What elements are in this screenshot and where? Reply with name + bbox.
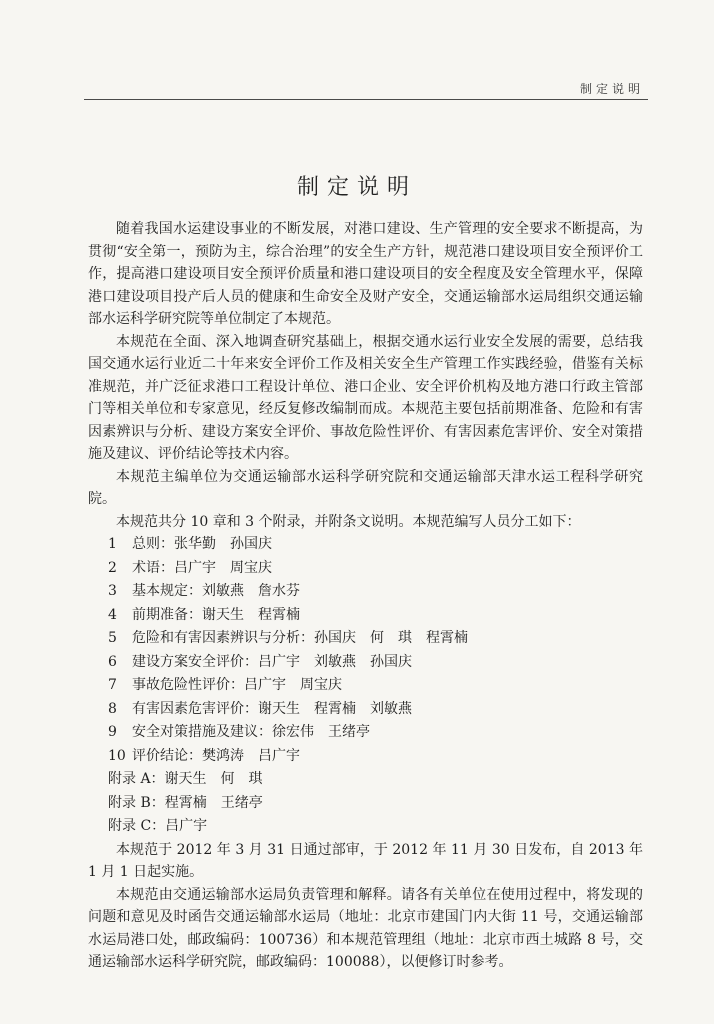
chapter-number: 4 — [108, 606, 117, 623]
assignment-text: 基本规定：刘敏燕 詹水芬 — [132, 583, 300, 599]
paragraph-contact: 本规范由交通运输部水运局负责管理和解释。请各有关单位在使用过程中，将发现的问题和意见及时函告交通运输部水运局（地址：北京市建国门内大街 11 号，交通运输部水运局港口处，邮政编码：100736）和本规范管理组（地址：北京市西土城路 8 号，交通运输部水运科学研究院，邮政编码：100088），以便修订时参考。 — [88, 886, 643, 970]
assignment-text: 总则：张华勤 孙国庆 — [132, 536, 272, 552]
chapter-number: 8 — [108, 700, 117, 717]
chapter-number: 1 — [108, 536, 117, 552]
assignment-text: 有害因素危害评价：谢天生 程霄楠 刘敏燕 — [132, 700, 412, 717]
assignment-item — [88, 533, 643, 557]
paragraph-intro: 随着我国水运建设事业的不断发展，对港口建设、生产管理的安全要求不断提高，为贯彻“安全第一，预防为主，综合治理”的安全生产方针，规范港口建设项目安全预评价工作，提高港口建设项目安全预评价质量和港口建设项目的安全程度及安全管理水平，保障港口建设项目投产后人员的健康和生命安全及财产安全，交通运输部水运局组织交通运输部水运科学研究院等单位制定了本规范。 — [88, 221, 643, 327]
running-header: 制定说明 — [579, 82, 644, 96]
assignment-text: 附录 B：程霄楠 王绪亭 — [108, 794, 263, 811]
paragraph-effective-date: 本规范于 2012 年 3 月 31 日通过部审，于 2012 年 11 月 30 日发布，自 2013 年 1 月 1 日起实施。 — [88, 841, 643, 880]
assignment-item — [88, 627, 643, 651]
chapter-number: 9 — [108, 724, 117, 740]
page-title: 制定说明 — [296, 175, 417, 200]
chapter-number: 3 — [108, 583, 117, 599]
assignment-item — [88, 721, 643, 745]
assignment-item — [88, 604, 643, 628]
assignment-item — [88, 674, 643, 698]
assignment-item — [88, 580, 643, 604]
paragraph-editors: 本规范主编单位为交通运输部水运科学研究院和交通运输部天津水运工程科学研究院。 — [88, 468, 643, 507]
paragraph-basis: 本规范在全面、深入地调查研究基础上，根据交通水运行业安全发展的需要，总结我国交通水运行业近二十年来安全评价工作及相关安全生产管理工作实践经验，借鉴有关标准规范，并广泛征求港口工程设计单位、港口企业、安全评价机构及地方港口行政主管部门等相关单位和专家意见，经反复修改编制而成。本规范主要包括前期准备、危险和有害因素辨识与分析、建设方案安全评价、事故危险性评价、有害因素危害评价、安全对策措施及建议、评价结论等技术内容。 — [88, 333, 643, 462]
assignment-text: 前期准备：谢天生 程霄楠 — [132, 606, 300, 623]
chapter-number: 6 — [108, 653, 117, 670]
assignment-text: 术语：吕广宇 周宝庆 — [132, 559, 272, 576]
paragraph-structure: 本规范共分 10 章和 3 个附录，并附条文说明。本规范编写人员分工如下： — [116, 513, 581, 530]
assignment-item — [88, 651, 643, 675]
chapter-number: 7 — [108, 677, 117, 693]
assignment-text: 附录 C：吕广宇 — [108, 818, 208, 834]
assignment-text: 建设方案安全评价：吕广宇 刘敏燕 孙国庆 — [132, 653, 412, 670]
assignment-list — [88, 533, 643, 839]
assignment-text: 安全对策措施及建议：徐宏伟 王绪亭 — [132, 724, 370, 740]
assignment-text: 事故危险性评价：吕广宇 周宝庆 — [132, 677, 342, 693]
chapter-number: 10 — [108, 747, 126, 764]
appendix-item — [88, 792, 643, 816]
assignment-item — [88, 745, 643, 769]
document-body — [88, 218, 643, 974]
chapter-number: 5 — [108, 630, 117, 646]
assignment-text: 评价结论：樊鸿涛 吕广宇 — [132, 747, 300, 764]
chapter-number: 2 — [108, 559, 117, 576]
header-rule — [84, 99, 648, 100]
appendix-item — [88, 815, 643, 839]
appendix-item — [88, 768, 643, 792]
assignment-text: 危险和有害因素辨识与分析：孙国庆 何 琪 程霄楠 — [132, 630, 468, 646]
assignment-text: 附录 A：谢天生 何 琪 — [108, 771, 263, 787]
assignment-item — [88, 698, 643, 722]
assignment-item — [88, 557, 643, 581]
